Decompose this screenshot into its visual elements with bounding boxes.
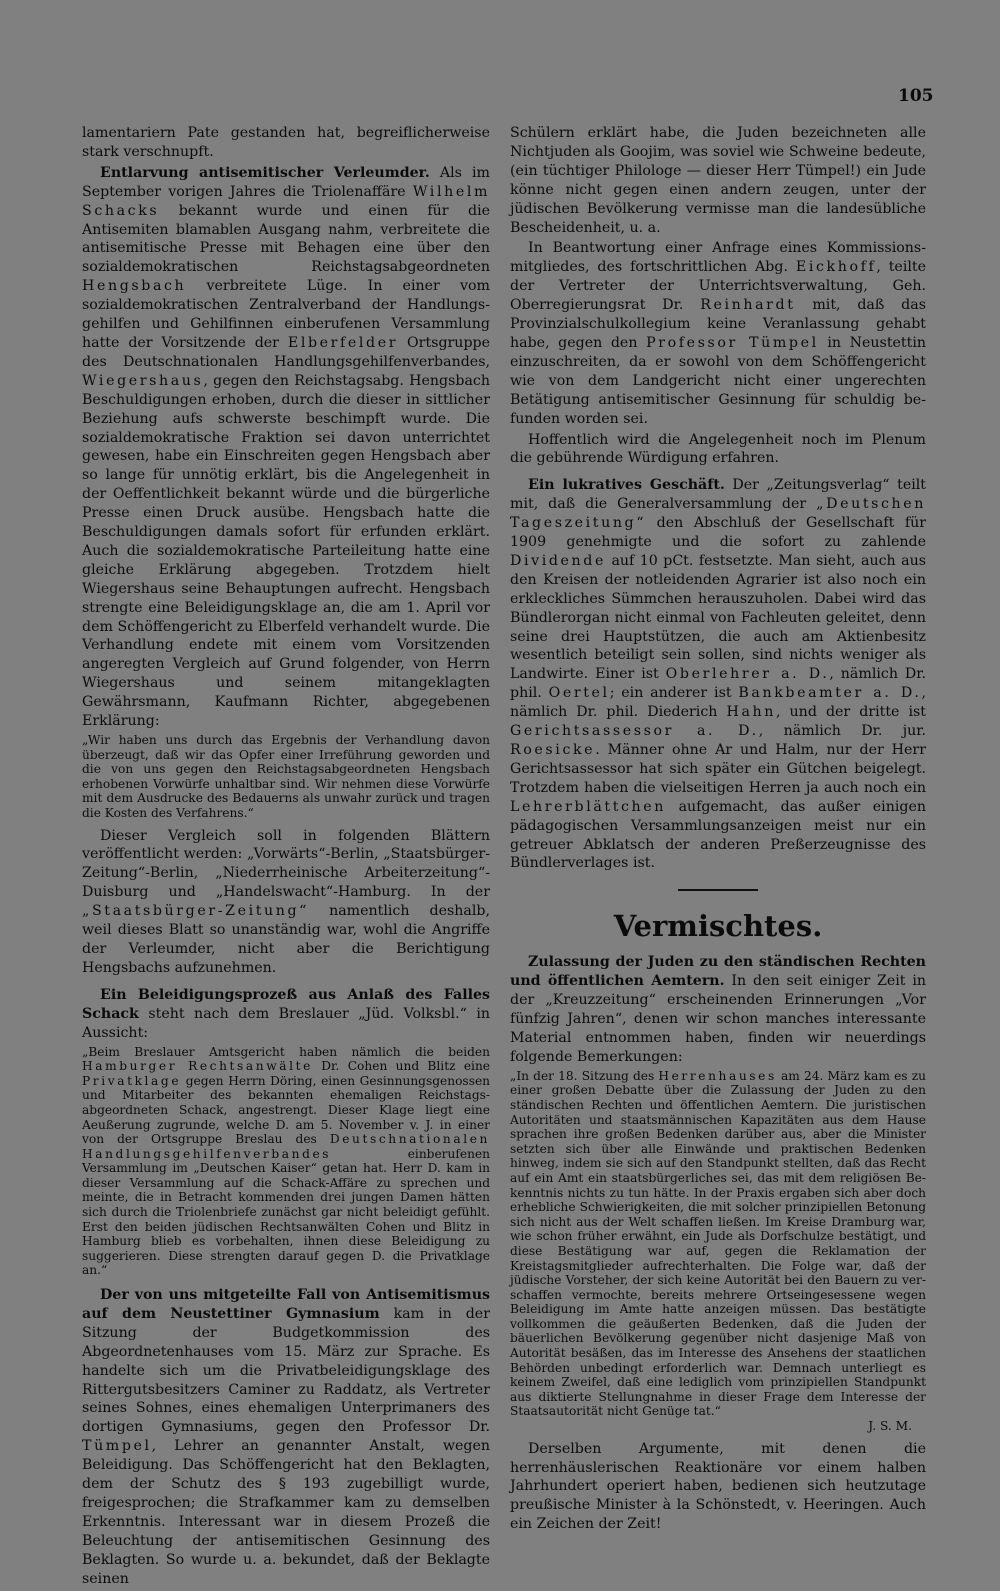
article-zulassung-der-juden (510, 953, 926, 1066)
text: , nämlich Dr. phil. Diederich (510, 685, 926, 721)
text: Dieser Vergleich soll in folgenden Blättern veröffentlicht werden: „Vorwärts“-Berlin, „Staatsbürger-Zeitung“-Berlin, „Niederrheinische Arbeiterzeitung“-Duisburg und „Handelswacht“-Hamburg. In der (82, 827, 490, 901)
article-lukratives-geschaeft (510, 476, 926, 873)
page-number: 105 (898, 86, 934, 106)
article-neustettin (82, 1286, 490, 1589)
text: , teilte der Vertreter der Unterrichtsverwaltung, Geh. Oberregierungsrat Dr. (510, 259, 926, 314)
text: In Beantwortung einer Anfrage eines Kommissionsmitgliedes, des fortschrittlichen Abg. (510, 240, 926, 276)
text: am 24. März kam es zu einer großen Debatte über die Zulassung der Juden zu den ständischen Rechten und öffentlichen Aemtern. Die juristischen Autoritäten und staatsmännischen Kapazitäten aus dem Hause sprachen ihre großen Bedenken darüber aus, aber die Minister setzten sich über alle Einwände und praktischen Bedenken hinweg, indem sie sich auf den Standpunkt stellten, daß das Recht auf ein Amt ein staatsbürgerliches sei, das mit dem religiösen Bekenntnis nichts zu tun hätte. In der Praxis ergaben sich aber doch erhebliche Schwierigkeiten, die mit solcher prinzipiellen Betonung sich nicht aus der Welt schaffen ließen. Im Kreise Dramburg war, wie schon früher erwähnt, ein Jude als Dorfschulze bestätigt, und diese Bestätigung war auf, gegen die Reklamation der Kreistagsmitglieder aufrechterhalten. Die Folge war, daß der jüdische Vorsteher, der sich keine Autorität bei den Bauern zu verschaffen vermochte, bereits mehrere Ortseingesessene wegen Beleidigung im Amte hatte anzeigen müssen. Das bestätigte vollkommen die geäußerten Bedenken, daß die Juden der bäuerlichen Bevölkerung gegenüber nicht dasjenige Maß von Autorität besäßen, das im Interesse des Ansehens der staatlichen Behörden unbedingt erforderlich war. Demnach unterliegt es keinem Zweifel, daß eine lediglich vom prinzipiellen Standpunkt aus diktierte Stellungnahme in dieser Frage dem Interesse der Staatsautorität nicht Genüge tat.“ (510, 1068, 927, 1419)
spaced-name: Elberfelder (287, 334, 399, 351)
text: in Neustettin einzuschreiten, da er sowohl von dem Schöffengericht wie von dem Landgericht nicht einer ungerechten Betätigung antisemitischer Gesinnung für schuldig befunden worden sei. (510, 334, 926, 427)
divider (678, 889, 758, 891)
text: , gegen den Reichstagsabg. Hengsbach Beschuldigungen erhoben, durch die dieser in sittlicher Beziehung aufs schwerste beschimpft wurde. Die sozialdemokratische Fraktion sei davon unterrichtet gewesen, habe ein Einschreiten gegen Hengsbach aber so lange für unnötig erklärt, bis die Angelegenheit in der Oeffentlichkeit bekannt würde und die bürgerliche Presse einen Druck ausübe. Hengsbach hatte die Beschuldigungen damals sofort für erfunden erklärt. Auch die sozialdemokratische Parteileitung hatte eine gleiche Erklärung abgegeben. Trotzdem hielt Wiegershaus seine Behauptungen aufrecht. Hengsbach strengte eine Beleidigungsklage an, die am 1. April vor dem Schöffengericht zu Elberfeld verhandelt wurde. Die Verhandlung endete mit einem vom Vorsitzenden angeregten Vergleich auf Grund folgender, von Herrn Wiegershaus und seinem mitangeklagten Gewährsmann, Kaufmann Richter, abgegebenen Erklärung: (82, 372, 490, 730)
spaced-name: Tümpel (82, 1438, 152, 1455)
section-title: Vermischtes. (613, 909, 823, 944)
spaced-name: Gerichtsassessor a. D. (510, 723, 759, 740)
text: gegen Herrn Döring, einen Gesinnungsgenossen und Mitarbeiter des bekannten ehemaligen Reichstagsabgeordneten Schack, angestrengt. Dieser Klage liegt eine Aeußerung zugrunde, welche D. am 5. November v. J. in einer von der Ortsgruppe Breslau des (82, 1073, 491, 1147)
paragraph (82, 827, 490, 978)
signature: J. S. M. (868, 1419, 912, 1434)
spaced-name: Wilhelm Schacks (82, 183, 491, 219)
paragraph: Hoffentlich wird die Angelegenheit noch im Plenum die gebührende Würdigung erfahren. (510, 431, 926, 467)
text: mit, daß das Provinzialschulkollegium keine Veranlassung gehabt habe, gegen den (510, 297, 926, 351)
text: , Lehrer an genannter Anstalt, wegen Beleidigung. Das Schöffengericht hat den Beklagten, dem der Schutz des § 193 zugebilligt wurde, freigesprochen; die Strafkammer kam zu demselben Erkenntnis. Interessant war in diesem Prozeß die Beleuchtung der antisemitischen Gesinnung des Beklagten. So wurde u. a. bekundet, daß der Beklagte seinen (82, 1438, 490, 1587)
article-entlarvung (82, 164, 490, 731)
text: „In der 18. Sitzung des (510, 1068, 655, 1083)
text: „Beim Breslauer Amtsgericht haben nämlich die beiden (82, 1044, 490, 1059)
quote (510, 1069, 926, 1434)
spaced-name: Hengsbach (82, 278, 187, 295)
article-heading: Der von uns mitgeteilte Fall von Antisemitismus auf dem Neustettiner Gymnasium (82, 1287, 490, 1322)
text: , nämlich Dr. phil. (510, 666, 927, 702)
spaced-name: Professor Tümpel (646, 334, 819, 351)
left-column (82, 124, 490, 1591)
spaced-name: Lehrerblättchen (510, 798, 667, 815)
spaced-name: Reinhardt (700, 297, 796, 314)
paragraph: lamentariern Pate gestanden hat, begreiflicherweise stark verschnupft. (82, 125, 490, 160)
spaced-name: „Deutschen Tageszeitung“ (510, 496, 927, 532)
text: namentlich deshalb, weil dieses Blatt so unanständig war, wohl die Angriffe der Verleumder, nicht aber die Berichtigung Hengsbachs aufzunehmen. (82, 903, 491, 976)
paragraph: Derselben Argumente, mit denen die herrenhäuslerischen Reaktionäre vor einem halben Jahrhundert operiert haben, bedienen sich heutzutage preußische Minister à la Schönstedt, v. Heeringen. Auch ein Zeichen der Zeit! (510, 1440, 926, 1533)
text: kam in der Sitzung der Budgetkommission des Abgeordnetenhauses vom 15. März zur Sprache. Es handelte sich um die Privatbeleidigungsklage des Rittergutsbesitzers Caminer zu Raddatz, als Vertreter seines Sohnes, eines ehemaligen Unterprimaners des dortigen Gymnasiums, gegen den Professor Dr. (82, 1305, 490, 1436)
article-heading: Ein lukratives Geschäft. (528, 477, 725, 494)
spaced-name: Herrenhauses (658, 1068, 777, 1083)
article-heading: Entlarvung antisemitischer Verleumder. (100, 164, 430, 181)
right-column (510, 124, 926, 1536)
text: Als im September vorigen Jahres die Triolenaffäre (82, 164, 490, 200)
text: aufgemacht, das außer einigen pädagogischen Versammlungsanzeigen meist nur ein getreuer Abklatsch der anderen Preßerzeugnisse des Bündlerverlages ist. (510, 798, 927, 872)
text: einberufenen Versammlung im „Deutschen Kaiser“ getan hat. Herr D. kam in dieser Versammlung auf die Schack-Affäre zu sprechen und meinte, die in Betracht kommenden drei jungen Damen hätten sich durch die Triolenbriefe zunächst gar nicht beleidigt gefühlt. Erst den beiden jüdischen Rechtsanwälten Cohen und Blitz in Hamburg blieb es vorbehalten, ihnen diese Beleidigung zu suggerieren. Diese strengten darauf gegen D. die Privatklage an.“ (82, 1146, 490, 1278)
spaced-name: Bankbeamter a. D. (738, 685, 922, 702)
text: ; ein anderer ist (609, 685, 732, 702)
text: auf 10 pCt. festsetzte. Man sieht, auch aus den Kreisen der notleidenden Agrarier ist also noch ein erkleckliches Sümmchen herauszuholen. Dabei wird das Bündlerorgan nicht einmal von Fachleuten geleitet, denn seine drei Hauptstützen, die auch am Aktienbesitz wesentlich beteiligt sein sollen, sind nichts weniger als Landwirte. Einer ist (510, 552, 927, 683)
text: bekannt wurde und einen für die Antisemiten blamablen Ausgang nahm, verbreitete die antisemitische Presse mit Behagen eine über den sozialdemokratischen Reichstagsabgeordneten (82, 202, 490, 276)
spaced-name: Oertel (548, 685, 610, 702)
article-beleidigungsprozess (82, 986, 490, 1043)
article-heading: Zulassung der Juden zu den ständischen Rechten und öffentlichen Aemtern. (510, 954, 926, 990)
spaced-name: Dividende (510, 552, 606, 569)
text: verbreitete Lüge. In einer vom sozialdemokratischen Zentralverband der Handlungsgehilfen und Gehilfinnen einberufenen Versammlung hatte der Vorsitzende der (82, 278, 490, 351)
text: Dr. Cohen und Blitz eine (321, 1059, 491, 1074)
spaced-name: Wiegershaus (82, 372, 204, 389)
text: den Abschluß der Gesellschaft für 1909 genehmigte und die sofort zu zahlende (510, 515, 927, 551)
spaced-name: „Staatsbürger-Zeitung“ (82, 903, 310, 920)
spaced-name: Oberlehrer a. D. (665, 666, 830, 683)
text: , und der dritte ist (776, 704, 927, 721)
spaced-name: Roesicke (510, 742, 596, 758)
text: Ortsgruppe des Deutschnationalen Handlungsgehilfenverbandes, (82, 334, 491, 370)
spaced-name: Privatklage (82, 1073, 182, 1088)
spaced-name: Eickhoff (795, 259, 877, 276)
text: Der „Zeitungsverlag“ teilt mit, daß die Generalversammlung der (510, 477, 926, 513)
text: steht nach dem Breslauer „Jüd. Volksbl.“ in Aussicht: (82, 1005, 490, 1041)
text: , nämlich Dr. jur. (758, 723, 927, 740)
paragraph: Schülern erklärt habe, die Juden bezeichneten alle Nichtjuden als Goojim, was soviel wie Schweine bedeute, (ein tüchtiger Philologe — dieser Herr Tümpel!) ein Jude könne nicht gegen einen andern zeugen, unter der jüdischen Bevölkerung vermisse man die landesübliche Bescheidenheit, u. a. (510, 125, 926, 236)
text: . Männer ohne Ar und Halm, nur der Herr Gerichtsassessor hat sich später ein Gütchen beigelegt. Trotzdem haben die vielseitigen Herren ja auch noch ein (510, 742, 926, 796)
paragraph (510, 239, 926, 428)
quote: „Wir haben uns durch das Ergebnis der Verhandlung davon überzeugt, daß wir das Opfer einer Irreführung geworden und die von uns gegen den Reichstagsabgeordneten Hengsbach erhobenen Vorwürfe unhaltbar sind. Wir nehmen diese Vorwürfe mit dem Ausdrucke des Bedauerns als unwahr zurück und tragen die Kosten des Verfahrens.“ (82, 733, 490, 820)
article-heading: Ein Beleidigungsprozeß aus Anlaß des Falles Schack (82, 986, 490, 1022)
quote (82, 1045, 490, 1279)
spaced-name: Deutschnationalen Handlungsgehilfenverbandes (82, 1132, 491, 1161)
text: In den seit einiger Zeit in der „Kreuzzeitung“ erscheinenden Erinnerungen „Vor fünfzig Jahren“, denen wir schon manches interessante Material entnommen haben, finden wir neuerdings folgende Bemerkungen: (510, 973, 926, 1065)
spaced-name: Hahn (726, 704, 776, 721)
spaced-name: Hamburger Rechtsanwälte (82, 1059, 313, 1074)
